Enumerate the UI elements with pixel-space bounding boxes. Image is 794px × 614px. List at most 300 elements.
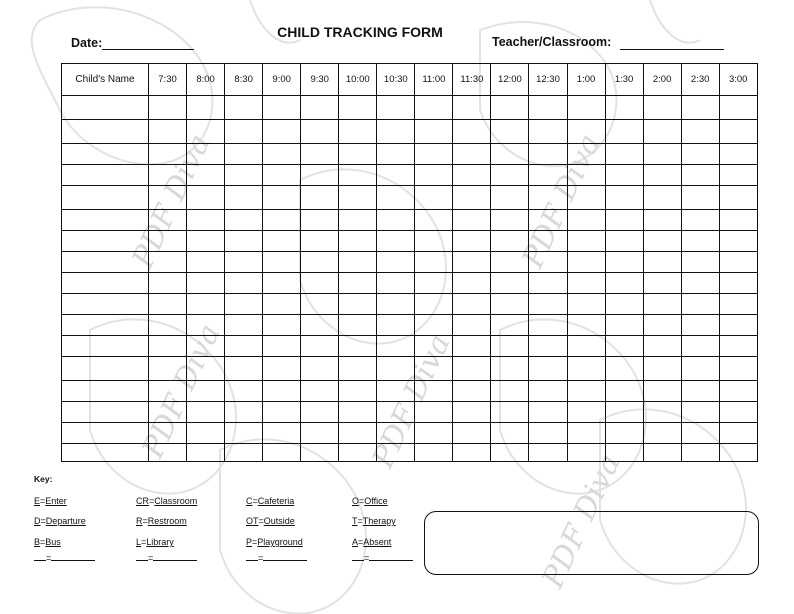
time-cell[interactable]: [149, 252, 187, 273]
time-cell[interactable]: [225, 210, 263, 231]
time-cell[interactable]: [605, 357, 643, 381]
time-cell[interactable]: [263, 294, 301, 315]
time-cell[interactable]: [225, 444, 263, 462]
time-cell[interactable]: [719, 402, 757, 423]
time-cell[interactable]: [225, 336, 263, 357]
time-cell[interactable]: [719, 423, 757, 444]
time-cell[interactable]: [643, 444, 681, 462]
time-cell[interactable]: [415, 273, 453, 294]
time-cell[interactable]: [491, 444, 529, 462]
time-cell[interactable]: [339, 444, 377, 462]
time-cell[interactable]: [453, 186, 491, 210]
time-cell[interactable]: [453, 315, 491, 336]
time-cell[interactable]: [567, 357, 605, 381]
time-cell[interactable]: [605, 273, 643, 294]
time-cell[interactable]: [225, 252, 263, 273]
time-cell[interactable]: [187, 357, 225, 381]
time-cell[interactable]: [415, 336, 453, 357]
time-cell[interactable]: [149, 423, 187, 444]
time-cell[interactable]: [149, 96, 187, 120]
time-cell[interactable]: [491, 96, 529, 120]
time-cell[interactable]: [301, 336, 339, 357]
time-cell[interactable]: [187, 315, 225, 336]
time-cell[interactable]: [453, 96, 491, 120]
time-cell[interactable]: [567, 423, 605, 444]
time-cell[interactable]: [681, 96, 719, 120]
time-cell[interactable]: [453, 144, 491, 165]
time-cell[interactable]: [149, 210, 187, 231]
child-name-cell[interactable]: [62, 186, 149, 210]
time-cell[interactable]: [605, 444, 643, 462]
time-cell[interactable]: [415, 423, 453, 444]
time-cell[interactable]: [377, 402, 415, 423]
time-cell[interactable]: [263, 336, 301, 357]
time-cell[interactable]: [529, 144, 567, 165]
custom-key-blank[interactable]: [246, 553, 307, 563]
time-cell[interactable]: [491, 252, 529, 273]
time-cell[interactable]: [187, 444, 225, 462]
time-cell[interactable]: [491, 165, 529, 186]
time-cell[interactable]: [491, 144, 529, 165]
time-cell[interactable]: [491, 423, 529, 444]
time-cell[interactable]: [567, 210, 605, 231]
child-name-cell[interactable]: [62, 381, 149, 402]
time-cell[interactable]: [415, 231, 453, 252]
time-cell[interactable]: [719, 294, 757, 315]
time-cell[interactable]: [605, 381, 643, 402]
time-cell[interactable]: [187, 144, 225, 165]
time-cell[interactable]: [377, 381, 415, 402]
time-cell[interactable]: [491, 231, 529, 252]
time-cell[interactable]: [605, 186, 643, 210]
time-cell[interactable]: [377, 210, 415, 231]
time-cell[interactable]: [567, 120, 605, 144]
time-cell[interactable]: [529, 402, 567, 423]
time-cell[interactable]: [681, 294, 719, 315]
time-cell[interactable]: [719, 336, 757, 357]
time-cell[interactable]: [225, 231, 263, 252]
time-cell[interactable]: [225, 402, 263, 423]
time-cell[interactable]: [339, 294, 377, 315]
time-cell[interactable]: [605, 336, 643, 357]
time-cell[interactable]: [491, 357, 529, 381]
time-cell[interactable]: [643, 423, 681, 444]
time-cell[interactable]: [681, 120, 719, 144]
time-cell[interactable]: [681, 357, 719, 381]
date-field[interactable]: [102, 49, 194, 50]
time-cell[interactable]: [415, 96, 453, 120]
time-cell[interactable]: [529, 444, 567, 462]
time-cell[interactable]: [681, 210, 719, 231]
blank-code-line[interactable]: [352, 560, 364, 561]
time-cell[interactable]: [263, 273, 301, 294]
time-cell[interactable]: [149, 336, 187, 357]
time-cell[interactable]: [301, 294, 339, 315]
time-cell[interactable]: [719, 96, 757, 120]
time-cell[interactable]: [149, 144, 187, 165]
custom-key-blank[interactable]: [136, 553, 197, 563]
time-cell[interactable]: [453, 273, 491, 294]
time-cell[interactable]: [605, 294, 643, 315]
time-cell[interactable]: [149, 402, 187, 423]
time-cell[interactable]: [453, 165, 491, 186]
notes-box[interactable]: [424, 511, 759, 575]
time-cell[interactable]: [149, 381, 187, 402]
time-cell[interactable]: [681, 336, 719, 357]
time-cell[interactable]: [453, 357, 491, 381]
blank-label-line[interactable]: [263, 560, 307, 561]
blank-label-line[interactable]: [369, 560, 413, 561]
time-cell[interactable]: [187, 294, 225, 315]
time-cell[interactable]: [529, 315, 567, 336]
time-cell[interactable]: [187, 210, 225, 231]
blank-code-line[interactable]: [246, 560, 258, 561]
time-cell[interactable]: [225, 96, 263, 120]
time-cell[interactable]: [719, 231, 757, 252]
time-cell[interactable]: [263, 186, 301, 210]
time-cell[interactable]: [301, 357, 339, 381]
time-cell[interactable]: [263, 252, 301, 273]
time-cell[interactable]: [719, 120, 757, 144]
time-cell[interactable]: [415, 444, 453, 462]
time-cell[interactable]: [377, 294, 415, 315]
time-cell[interactable]: [605, 231, 643, 252]
time-cell[interactable]: [719, 315, 757, 336]
time-cell[interactable]: [605, 96, 643, 120]
time-cell[interactable]: [529, 381, 567, 402]
time-cell[interactable]: [301, 210, 339, 231]
time-cell[interactable]: [301, 444, 339, 462]
time-cell[interactable]: [301, 186, 339, 210]
time-cell[interactable]: [491, 210, 529, 231]
custom-key-blank[interactable]: [34, 553, 95, 563]
child-name-cell[interactable]: [62, 252, 149, 273]
child-name-cell[interactable]: [62, 273, 149, 294]
time-cell[interactable]: [377, 186, 415, 210]
time-cell[interactable]: [187, 231, 225, 252]
time-cell[interactable]: [453, 294, 491, 315]
time-cell[interactable]: [453, 120, 491, 144]
time-cell[interactable]: [377, 423, 415, 444]
time-cell[interactable]: [719, 252, 757, 273]
time-cell[interactable]: [225, 423, 263, 444]
time-cell[interactable]: [263, 210, 301, 231]
time-cell[interactable]: [415, 252, 453, 273]
child-name-cell[interactable]: [62, 294, 149, 315]
time-cell[interactable]: [605, 315, 643, 336]
time-cell[interactable]: [567, 165, 605, 186]
time-cell[interactable]: [643, 186, 681, 210]
time-cell[interactable]: [415, 165, 453, 186]
time-cell[interactable]: [453, 381, 491, 402]
time-cell[interactable]: [377, 444, 415, 462]
time-cell[interactable]: [377, 165, 415, 186]
time-cell[interactable]: [529, 210, 567, 231]
time-cell[interactable]: [263, 144, 301, 165]
time-cell[interactable]: [453, 252, 491, 273]
time-cell[interactable]: [719, 144, 757, 165]
time-cell[interactable]: [377, 120, 415, 144]
child-name-cell[interactable]: [62, 120, 149, 144]
time-cell[interactable]: [491, 315, 529, 336]
time-cell[interactable]: [643, 120, 681, 144]
time-cell[interactable]: [263, 231, 301, 252]
time-cell[interactable]: [187, 402, 225, 423]
time-cell[interactable]: [453, 210, 491, 231]
time-cell[interactable]: [301, 315, 339, 336]
time-cell[interactable]: [225, 357, 263, 381]
time-cell[interactable]: [301, 381, 339, 402]
child-name-cell[interactable]: [62, 402, 149, 423]
time-cell[interactable]: [719, 165, 757, 186]
time-cell[interactable]: [225, 165, 263, 186]
time-cell[interactable]: [339, 336, 377, 357]
time-cell[interactable]: [149, 231, 187, 252]
time-cell[interactable]: [301, 402, 339, 423]
time-cell[interactable]: [681, 402, 719, 423]
child-name-cell[interactable]: [62, 357, 149, 381]
time-cell[interactable]: [415, 144, 453, 165]
time-cell[interactable]: [567, 252, 605, 273]
time-cell[interactable]: [301, 144, 339, 165]
time-cell[interactable]: [681, 273, 719, 294]
time-cell[interactable]: [567, 231, 605, 252]
time-cell[interactable]: [263, 315, 301, 336]
time-cell[interactable]: [643, 165, 681, 186]
blank-label-line[interactable]: [51, 560, 95, 561]
time-cell[interactable]: [187, 165, 225, 186]
time-cell[interactable]: [377, 315, 415, 336]
time-cell[interactable]: [681, 444, 719, 462]
time-cell[interactable]: [339, 315, 377, 336]
time-cell[interactable]: [491, 273, 529, 294]
time-cell[interactable]: [339, 381, 377, 402]
time-cell[interactable]: [187, 96, 225, 120]
time-cell[interactable]: [415, 357, 453, 381]
time-cell[interactable]: [225, 294, 263, 315]
child-name-cell[interactable]: [62, 231, 149, 252]
time-cell[interactable]: [567, 381, 605, 402]
time-cell[interactable]: [339, 144, 377, 165]
time-cell[interactable]: [681, 315, 719, 336]
time-cell[interactable]: [415, 402, 453, 423]
time-cell[interactable]: [643, 210, 681, 231]
time-cell[interactable]: [529, 96, 567, 120]
time-cell[interactable]: [263, 120, 301, 144]
time-cell[interactable]: [491, 294, 529, 315]
time-cell[interactable]: [605, 165, 643, 186]
time-cell[interactable]: [643, 315, 681, 336]
time-cell[interactable]: [187, 336, 225, 357]
time-cell[interactable]: [187, 423, 225, 444]
time-cell[interactable]: [339, 231, 377, 252]
time-cell[interactable]: [567, 96, 605, 120]
time-cell[interactable]: [263, 444, 301, 462]
time-cell[interactable]: [643, 231, 681, 252]
child-name-cell[interactable]: [62, 444, 149, 462]
time-cell[interactable]: [225, 120, 263, 144]
time-cell[interactable]: [377, 252, 415, 273]
time-cell[interactable]: [149, 315, 187, 336]
time-cell[interactable]: [415, 120, 453, 144]
time-cell[interactable]: [719, 381, 757, 402]
blank-code-line[interactable]: [34, 560, 46, 561]
time-cell[interactable]: [187, 273, 225, 294]
time-cell[interactable]: [491, 381, 529, 402]
time-cell[interactable]: [225, 273, 263, 294]
time-cell[interactable]: [453, 444, 491, 462]
time-cell[interactable]: [263, 402, 301, 423]
time-cell[interactable]: [415, 381, 453, 402]
time-cell[interactable]: [225, 315, 263, 336]
time-cell[interactable]: [263, 381, 301, 402]
time-cell[interactable]: [377, 273, 415, 294]
time-cell[interactable]: [377, 144, 415, 165]
time-cell[interactable]: [681, 231, 719, 252]
time-cell[interactable]: [567, 336, 605, 357]
time-cell[interactable]: [643, 357, 681, 381]
time-cell[interactable]: [719, 273, 757, 294]
time-cell[interactable]: [529, 186, 567, 210]
time-cell[interactable]: [529, 294, 567, 315]
time-cell[interactable]: [301, 273, 339, 294]
blank-label-line[interactable]: [153, 560, 197, 561]
time-cell[interactable]: [415, 210, 453, 231]
time-cell[interactable]: [491, 186, 529, 210]
time-cell[interactable]: [225, 144, 263, 165]
time-cell[interactable]: [339, 357, 377, 381]
time-cell[interactable]: [339, 165, 377, 186]
time-cell[interactable]: [681, 252, 719, 273]
time-cell[interactable]: [187, 120, 225, 144]
time-cell[interactable]: [681, 186, 719, 210]
time-cell[interactable]: [605, 423, 643, 444]
time-cell[interactable]: [415, 294, 453, 315]
time-cell[interactable]: [681, 144, 719, 165]
time-cell[interactable]: [225, 186, 263, 210]
time-cell[interactable]: [491, 402, 529, 423]
time-cell[interactable]: [529, 357, 567, 381]
time-cell[interactable]: [453, 402, 491, 423]
child-name-cell[interactable]: [62, 144, 149, 165]
time-cell[interactable]: [377, 231, 415, 252]
time-cell[interactable]: [643, 381, 681, 402]
time-cell[interactable]: [339, 252, 377, 273]
time-cell[interactable]: [149, 120, 187, 144]
time-cell[interactable]: [301, 252, 339, 273]
time-cell[interactable]: [719, 210, 757, 231]
time-cell[interactable]: [605, 210, 643, 231]
time-cell[interactable]: [263, 423, 301, 444]
blank-code-line[interactable]: [136, 560, 148, 561]
time-cell[interactable]: [681, 423, 719, 444]
time-cell[interactable]: [605, 144, 643, 165]
child-name-cell[interactable]: [62, 423, 149, 444]
time-cell[interactable]: [415, 186, 453, 210]
teacher-field[interactable]: [620, 49, 724, 50]
time-cell[interactable]: [301, 96, 339, 120]
time-cell[interactable]: [263, 96, 301, 120]
time-cell[interactable]: [225, 381, 263, 402]
time-cell[interactable]: [681, 381, 719, 402]
child-name-cell[interactable]: [62, 336, 149, 357]
time-cell[interactable]: [187, 186, 225, 210]
custom-key-blank[interactable]: [352, 553, 413, 563]
time-cell[interactable]: [567, 402, 605, 423]
time-cell[interactable]: [529, 423, 567, 444]
time-cell[interactable]: [187, 381, 225, 402]
time-cell[interactable]: [339, 186, 377, 210]
time-cell[interactable]: [643, 252, 681, 273]
time-cell[interactable]: [567, 144, 605, 165]
time-cell[interactable]: [415, 315, 453, 336]
time-cell[interactable]: [529, 252, 567, 273]
time-cell[interactable]: [339, 210, 377, 231]
time-cell[interactable]: [453, 231, 491, 252]
time-cell[interactable]: [567, 315, 605, 336]
time-cell[interactable]: [149, 357, 187, 381]
time-cell[interactable]: [719, 186, 757, 210]
child-name-cell[interactable]: [62, 165, 149, 186]
time-cell[interactable]: [301, 423, 339, 444]
time-cell[interactable]: [643, 144, 681, 165]
time-cell[interactable]: [301, 120, 339, 144]
time-cell[interactable]: [643, 402, 681, 423]
time-cell[interactable]: [263, 357, 301, 381]
time-cell[interactable]: [301, 231, 339, 252]
time-cell[interactable]: [301, 165, 339, 186]
time-cell[interactable]: [567, 294, 605, 315]
time-cell[interactable]: [149, 186, 187, 210]
time-cell[interactable]: [605, 120, 643, 144]
time-cell[interactable]: [491, 336, 529, 357]
time-cell[interactable]: [529, 120, 567, 144]
time-cell[interactable]: [453, 423, 491, 444]
time-cell[interactable]: [339, 423, 377, 444]
time-cell[interactable]: [377, 357, 415, 381]
time-cell[interactable]: [643, 273, 681, 294]
time-cell[interactable]: [187, 252, 225, 273]
time-cell[interactable]: [529, 336, 567, 357]
time-cell[interactable]: [491, 120, 529, 144]
time-cell[interactable]: [529, 273, 567, 294]
time-cell[interactable]: [339, 120, 377, 144]
time-cell[interactable]: [681, 165, 719, 186]
time-cell[interactable]: [339, 402, 377, 423]
time-cell[interactable]: [605, 402, 643, 423]
time-cell[interactable]: [719, 357, 757, 381]
time-cell[interactable]: [453, 336, 491, 357]
time-cell[interactable]: [377, 96, 415, 120]
time-cell[interactable]: [567, 444, 605, 462]
time-cell[interactable]: [149, 165, 187, 186]
time-cell[interactable]: [719, 444, 757, 462]
time-cell[interactable]: [377, 336, 415, 357]
time-cell[interactable]: [339, 96, 377, 120]
child-name-cell[interactable]: [62, 315, 149, 336]
time-cell[interactable]: [643, 96, 681, 120]
child-name-cell[interactable]: [62, 210, 149, 231]
time-cell[interactable]: [149, 294, 187, 315]
time-cell[interactable]: [149, 444, 187, 462]
time-cell[interactable]: [605, 252, 643, 273]
time-cell[interactable]: [567, 186, 605, 210]
time-cell[interactable]: [149, 273, 187, 294]
time-cell[interactable]: [529, 165, 567, 186]
time-cell[interactable]: [567, 273, 605, 294]
time-cell[interactable]: [643, 294, 681, 315]
time-cell[interactable]: [339, 273, 377, 294]
